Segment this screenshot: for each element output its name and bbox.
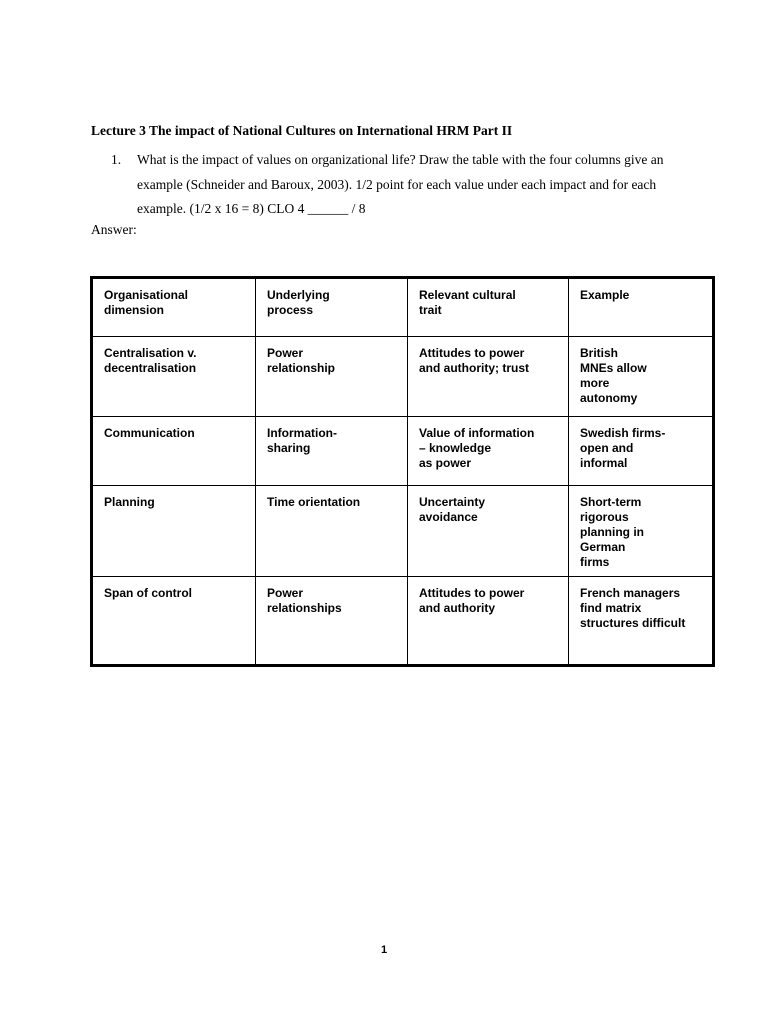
- cell-text: Time orientation: [267, 495, 361, 509]
- header-underlying-process: [256, 278, 408, 337]
- table-row: [92, 486, 714, 577]
- cell-text: open and: [580, 441, 634, 455]
- answer-label: Answer:: [91, 222, 137, 237]
- cell-text: French managers: [580, 586, 681, 600]
- cell-text: dimension: [104, 303, 165, 317]
- table-cell: [256, 486, 408, 577]
- cell-text: process: [267, 303, 314, 317]
- question-line: What is the impact of values on organizational life? Draw the table with the four columns give an: [137, 152, 664, 167]
- cell-text: Information-: [267, 426, 337, 440]
- cell-text: British: [580, 346, 619, 360]
- cell-text: and authority; trust: [419, 361, 529, 375]
- table-cell: [92, 337, 256, 417]
- cell-text: rigorous: [580, 510, 629, 524]
- cell-text: German: [580, 540, 626, 554]
- cell-text: MNEs allow: [580, 361, 647, 375]
- cell-text: Uncertainty: [419, 495, 486, 509]
- cell-text: planning in: [580, 525, 644, 539]
- values-impact-table: [90, 276, 715, 667]
- cell-text: Planning: [104, 495, 155, 509]
- table-cell: [408, 417, 569, 486]
- cell-text: Relevant cultural: [419, 288, 516, 302]
- cell-text: Organisational: [104, 288, 189, 302]
- table-row: [92, 337, 714, 417]
- question-line: example. (1/2 x 16 = 8) CLO 4 ______ / 8: [137, 201, 366, 216]
- cell-text: Span of control: [104, 586, 192, 600]
- cell-text: structures difficult: [580, 616, 686, 630]
- lecture-heading: Lecture 3 The impact of National Cultures on International HRM Part II: [91, 123, 513, 138]
- header-relevant-cultural-trait: [408, 278, 569, 337]
- cell-text: autonomy: [580, 391, 638, 405]
- header-example: [569, 278, 714, 337]
- table-cell: [408, 337, 569, 417]
- table-cell: [256, 337, 408, 417]
- cell-text: more: [580, 376, 610, 390]
- cell-text: as power: [419, 456, 472, 470]
- cell-text: Communication: [104, 426, 195, 440]
- cell-text: Power: [267, 346, 304, 360]
- cell-text: avoidance: [419, 510, 478, 524]
- question-line: example (Schneider and Baroux, 2003). 1/2 point for each value under each impact and for each: [137, 176, 657, 192]
- table-header-row: [92, 278, 714, 337]
- cell-text: – knowledge: [419, 441, 492, 455]
- table-cell: [569, 417, 714, 486]
- cell-text: Value of information: [419, 426, 535, 440]
- table-cell: [92, 577, 256, 666]
- cell-text: decentralisation: [104, 361, 197, 375]
- cell-text: relationship: [267, 361, 336, 375]
- cell-text: relationships: [267, 601, 342, 615]
- question-1: [111, 148, 711, 222]
- cell-text: Short-term: [580, 495, 642, 509]
- table-cell: [408, 486, 569, 577]
- table-cell: [92, 486, 256, 577]
- cell-text: informal: [580, 456, 628, 470]
- cell-text: Underlying: [267, 288, 330, 302]
- cell-text: find matrix: [580, 601, 642, 615]
- cell-text: Example: [580, 288, 630, 302]
- table-row: [92, 577, 714, 666]
- cell-text: Attitudes to power: [419, 586, 525, 600]
- header-organisational-dimension: [92, 278, 256, 337]
- cell-text: trait: [419, 303, 442, 317]
- cell-text: sharing: [267, 441, 311, 455]
- question-number: 1.: [111, 152, 122, 167]
- cell-text: Centralisation v.: [104, 346, 197, 360]
- table-cell: [408, 577, 569, 666]
- cell-text: Power: [267, 586, 304, 600]
- table-cell: [256, 417, 408, 486]
- cell-text: and authority: [419, 601, 496, 615]
- table-cell: [569, 337, 714, 417]
- table-cell: [569, 486, 714, 577]
- table-cell: [92, 417, 256, 486]
- table-cell: [256, 577, 408, 666]
- table-cell: [569, 577, 714, 666]
- cell-text: Swedish firms-: [580, 426, 666, 440]
- table-row: [92, 417, 714, 486]
- page-number: 1: [380, 944, 388, 956]
- cell-text: Attitudes to power: [419, 346, 525, 360]
- cell-text: firms: [580, 555, 610, 569]
